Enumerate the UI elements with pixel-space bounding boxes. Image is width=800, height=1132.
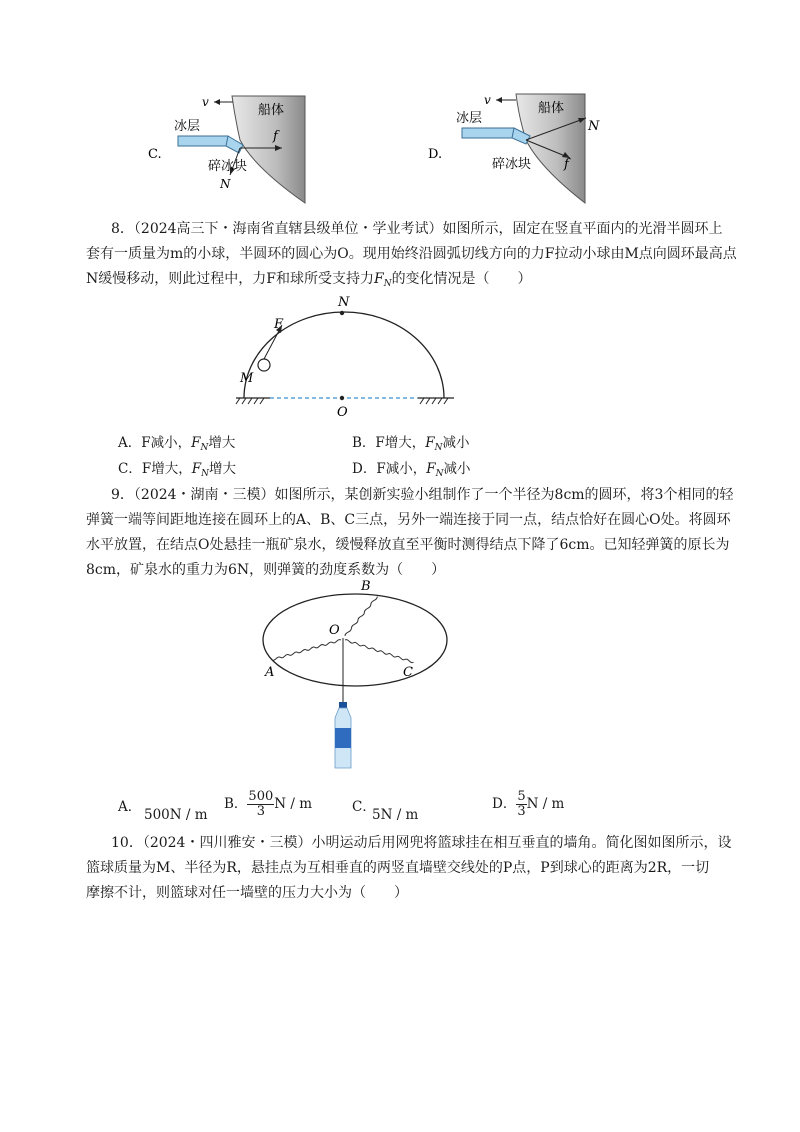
option-c-label: C. [148,147,162,162]
ice-label: 冰层 [174,119,201,134]
hatch-left [236,398,264,404]
o-label: O [329,623,340,638]
fn-symbol: $F_N$ [373,271,392,289]
m-label: M [240,371,254,386]
velocity-label: v [484,93,491,107]
q9-option-d[interactable]: D． $\frac{5}{3}$ N / m [492,789,565,819]
q8-line-3-a: N缓慢移动，则此过程中，力F和球所受支持力 [86,271,374,287]
q8-option-d[interactable]: D．F减小，$F_N$减小 [352,461,471,479]
q8-line-2: 套有一质量为m的小球，半圆环的圆心为O。现用始终沿圆弧切线方向的力F拉动小球由M点向圆环最高点 [86,246,737,262]
ring-ellipse [263,594,447,686]
q9-line-3: 水平放置，在结点O处悬挂一瓶矿泉水，缓慢释放直至平衡时测得结点下降了6cm。已知轻弹簧的原长为 [86,537,730,553]
q9-line-4: 8cm，矿泉水的重力为6N，则弹簧的劲度系数为（ ） [86,562,446,578]
hull-label: 船体 [538,101,565,116]
q8-figure [230,292,470,420]
crushed-ice-label: 碎冰块 [492,157,532,172]
hull-label: 船体 [258,103,285,118]
q7-figure-d [420,88,620,208]
f-label: f [273,129,278,144]
water-bottle-icon [335,702,351,768]
fraction: $\frac{500}{3}$ [248,789,274,819]
ball [258,359,270,371]
fn-symbol: $F_N$ [425,435,443,453]
fraction: $\frac{5}{3}$ [517,789,526,819]
q9-option-c[interactable]: C． [352,799,376,815]
q8-option-b[interactable]: B．F增大，$F_N$减小 [352,435,470,453]
q10-line-3: 摩擦不计，则篮球对任一墙壁的压力大小为（ ） [86,885,408,901]
q10-line-1: 10．（2024・四川雅安・三模）小明运动后用网兜将篮球挂在相互垂直的墙角。简化图如图所示，设 [111,835,732,851]
q9-option-a-value: 500N / m [144,807,208,823]
f-label: f [564,157,569,172]
n-label: N [588,119,600,134]
q10-line-2: 篮球质量为M、半径为R，悬挂点为互相垂直的两竖直墙壁交线处的P点，P到球心的距离为2R，一切 [86,860,710,876]
spring-a [272,639,342,661]
q8-line-1: 8．（2024高三下・海南省直辖县级单位・学业考试）如图所示，固定在竖直平面内的光滑半圆环上 [111,221,723,237]
hatch-right [420,398,448,404]
ice-layer [462,128,514,138]
fn-symbol: $F_N$ [426,461,444,479]
q9-option-b[interactable]: B． $\frac{500}{3}$ N / m [224,789,312,819]
ice-layer [178,136,228,146]
ice-label: 冰层 [456,111,483,126]
q8-option-a[interactable]: A．F减小，$F_N$增大 [118,435,236,453]
fn-symbol: $F_N$ [191,435,209,453]
fn-symbol: $F_N$ [191,461,209,479]
velocity-label: v [202,95,209,109]
option-d-label: D. [428,147,443,162]
top-n-dot [340,311,344,315]
center-o-dot [340,396,344,400]
n-label: N [220,177,231,191]
q9-line-2: 弹簧一端等间距地连接在圆环上的A、B、C三点，另外一端连接于同一点，结点恰好在圆心O处。将圆环 [86,512,731,528]
n-label: N [338,295,350,310]
q9-figure [255,578,455,776]
a-label: A [265,665,275,680]
q7-figure-c [140,88,330,208]
q9-option-c-value: 5N / m [372,807,419,823]
b-label: B [361,579,371,594]
o-label: O [337,405,348,420]
spring-b [345,592,378,641]
spring-c [345,639,414,663]
q8-line-3 [86,272,532,291]
crushed-ice-label: 碎冰块 [208,159,248,174]
q8-line-3-b: 的变化情况是（ ） [391,271,532,287]
c-label: C [403,665,413,680]
q9-option-a[interactable]: A． [118,799,142,815]
f-label: F [274,317,284,332]
q8-option-c[interactable]: C．F增大，$F_N$增大 [118,461,236,479]
q9-line-1: 9．（2024・湖南・三模）如图所示，某创新实验小组制作了一个半径为8cm的圆环，将3个相同的轻 [111,487,734,503]
